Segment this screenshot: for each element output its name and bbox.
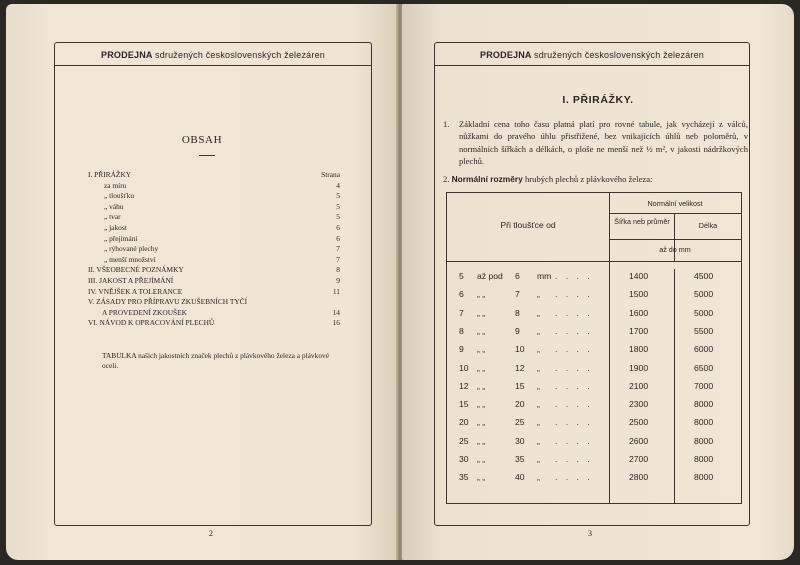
max-length-value: 8000 bbox=[694, 472, 714, 483]
page-number: 3 bbox=[588, 529, 592, 538]
toc-entry-text: V. ZÁSADY PRO PŘÍPRAVU ZKUŠEBNÍCH TYČÍ bbox=[88, 297, 248, 307]
toc-entry-text: VI. NÁVOD K OPRACOVÁNÍ PLECHŮ bbox=[88, 318, 215, 328]
thickness-from: 15 bbox=[459, 399, 469, 410]
toc-entry-page: 9 bbox=[336, 275, 340, 285]
right-page-header bbox=[435, 50, 749, 60]
dot-leader: . . . . bbox=[555, 307, 593, 318]
toc-entry-page: 11 bbox=[332, 286, 340, 296]
max-length-value: 5000 bbox=[694, 289, 714, 300]
thickness-separator: „ „ bbox=[477, 325, 486, 336]
toc-entry-page: 14 bbox=[332, 307, 340, 317]
dot-leader: . . . . bbox=[555, 325, 593, 336]
toc-entry-text: II. VŠEOBECNÉ POZNÁMKY bbox=[88, 265, 184, 275]
dot-leader: . . . . bbox=[555, 344, 593, 355]
max-width-value: 1800 bbox=[629, 344, 649, 355]
thickness-from: 7 bbox=[459, 307, 464, 318]
length-header: Délka bbox=[698, 221, 718, 230]
left-page bbox=[6, 4, 398, 560]
thickness-unit: „ bbox=[537, 472, 540, 483]
thickness-from: 35 bbox=[459, 472, 469, 483]
toc-entry-page: 6 bbox=[336, 233, 340, 243]
dot-leader: . . . . bbox=[555, 380, 593, 391]
thickness-to: 15 bbox=[515, 380, 525, 391]
thickness-to: 25 bbox=[515, 417, 525, 428]
thickness-to: 35 bbox=[515, 454, 525, 464]
max-length-value: 8000 bbox=[694, 417, 714, 428]
thickness-to: 20 bbox=[515, 399, 525, 410]
toc-entry-text: „ tloušťku bbox=[104, 191, 135, 201]
toc-entry-text: I. PŘIRÁŽKY bbox=[88, 170, 132, 179]
max-width-value: 1500 bbox=[629, 289, 649, 300]
table-rule bbox=[609, 213, 741, 214]
thickness-from: 8 bbox=[459, 325, 464, 336]
toc-entry bbox=[88, 202, 340, 213]
thickness-to: 40 bbox=[515, 472, 525, 483]
header-rest: sdružených československých železáren bbox=[155, 50, 325, 60]
toc-entry-page: 16 bbox=[332, 318, 340, 328]
toc-entry-text: III. JAKOST A PŘEJÍMÁNÍ bbox=[88, 275, 174, 285]
paragraph-bold-phrase: Normální rozměry bbox=[451, 174, 523, 184]
left-page-header bbox=[55, 50, 371, 60]
thickness-unit: „ bbox=[537, 344, 540, 355]
toc-entry bbox=[88, 265, 340, 276]
thickness-separator: „ „ bbox=[477, 472, 486, 483]
toc-entry bbox=[88, 297, 340, 308]
header-rest: sdružených československých železáren bbox=[534, 50, 704, 60]
thickness-to: 7 bbox=[515, 289, 520, 300]
paragraph-text: hrubých plechů z plávkového železa: bbox=[524, 174, 653, 184]
thickness-unit: „ bbox=[537, 380, 540, 391]
toc-title-dash bbox=[199, 155, 215, 156]
toc-entry bbox=[88, 318, 340, 329]
max-width-value: 2700 bbox=[629, 454, 649, 464]
unit-header: až do mm bbox=[659, 245, 691, 254]
max-length-value: 8000 bbox=[694, 399, 714, 410]
toc-entry bbox=[88, 244, 340, 255]
max-width-value: 2600 bbox=[629, 435, 649, 446]
max-width-value: 2100 bbox=[629, 380, 649, 391]
toc-entry-text: „ rýhované plechy bbox=[104, 244, 159, 254]
max-length-value: 8000 bbox=[694, 454, 714, 464]
toc-column-label: Strana bbox=[321, 170, 340, 179]
table-rule bbox=[447, 261, 741, 262]
thickness-from: 25 bbox=[459, 435, 469, 446]
max-width-value: 1400 bbox=[629, 271, 649, 281]
max-length-value: 8000 bbox=[694, 435, 714, 446]
max-width-value: 2800 bbox=[629, 472, 649, 483]
toc-entry bbox=[88, 287, 340, 298]
max-length-value: 5500 bbox=[694, 325, 714, 336]
toc-entry-page: 8 bbox=[336, 265, 340, 275]
thickness-unit: „ bbox=[537, 325, 540, 336]
max-width-value: 1600 bbox=[629, 307, 649, 318]
toc-entry-page: 5 bbox=[336, 191, 340, 201]
header-bold: PRODEJNA bbox=[480, 50, 532, 60]
thickness-unit: „ bbox=[537, 454, 540, 464]
thickness-to: 8 bbox=[515, 307, 520, 318]
toc-entry bbox=[88, 308, 340, 319]
toc-entry-page: 7 bbox=[336, 254, 340, 264]
dimensions-table bbox=[446, 192, 742, 504]
right-page bbox=[402, 4, 794, 560]
toc-entry bbox=[88, 276, 340, 287]
thickness-separator: „ „ bbox=[477, 362, 486, 373]
toc-entry bbox=[88, 191, 340, 202]
toc-entry-text: „ menší množství bbox=[104, 254, 156, 264]
paragraph-number: 1. bbox=[443, 119, 450, 129]
toc-entry bbox=[88, 212, 340, 223]
max-length-value: 5000 bbox=[694, 307, 714, 318]
thickness-to: 10 bbox=[515, 344, 525, 355]
thickness-separator: „ „ bbox=[477, 307, 486, 318]
toc-entry bbox=[88, 223, 340, 234]
thickness-from: 6 bbox=[459, 289, 464, 300]
table-divider bbox=[674, 269, 675, 503]
paragraph-2 bbox=[443, 174, 748, 184]
toc-entry bbox=[88, 255, 340, 266]
thickness-to: 9 bbox=[515, 325, 520, 336]
toc-entry-text: „ jakost bbox=[104, 222, 127, 232]
toc-entry-text: „ přejímání bbox=[104, 233, 138, 243]
header-rule bbox=[55, 65, 371, 66]
booklet-spread bbox=[4, 4, 796, 560]
paragraph-1 bbox=[445, 118, 748, 168]
paragraph-number: 2. bbox=[443, 174, 450, 184]
toc-title: OBSAH bbox=[181, 134, 223, 146]
thickness-unit: „ bbox=[537, 399, 540, 410]
thickness-separator: „ „ bbox=[477, 454, 486, 464]
toc-entry-page: 4 bbox=[336, 180, 340, 190]
max-width-value: 2500 bbox=[629, 417, 649, 428]
paragraph-text: Základní cena toho času platná platí pro rovné tabule, jak vycházejí z válců, nůžkami do pravého úhlu přistřižené, bez vnikajících úhlů neb poloměrů, v normálních šířkách a délkách, o ploše ne menší než ½ m², v jakosti nádržkových plechů. bbox=[459, 119, 748, 167]
thickness-to: 12 bbox=[515, 362, 525, 373]
header-bold: PRODEJNA bbox=[101, 50, 153, 60]
thickness-from: 5 bbox=[459, 271, 464, 281]
max-width-value: 1700 bbox=[629, 325, 649, 336]
toc-entry-page: 5 bbox=[336, 201, 340, 211]
thickness-unit: „ bbox=[537, 289, 540, 300]
thickness-from: 9 bbox=[459, 344, 464, 355]
max-width-value: 1900 bbox=[629, 362, 649, 373]
dot-leader: . . . . bbox=[555, 454, 593, 464]
header-rule bbox=[435, 65, 749, 66]
max-length-value: 4500 bbox=[694, 271, 714, 281]
thickness-to: 6 bbox=[515, 271, 520, 281]
toc-entry bbox=[88, 181, 340, 192]
normal-size-header: Normální velikost bbox=[647, 199, 703, 208]
thickness-unit: „ bbox=[537, 307, 540, 318]
table-note: TABULKA našich jakostních značek plechů z plávkového železa a plávkové oceli. bbox=[102, 351, 329, 370]
toc-entry-page: 7 bbox=[336, 244, 340, 254]
section-title: I. PŘIRÁŽKY. bbox=[562, 94, 634, 106]
thickness-separator: „ „ bbox=[477, 399, 486, 410]
thickness-separator: „ „ bbox=[477, 380, 486, 391]
thickness-from: 30 bbox=[459, 454, 469, 464]
max-length-value: 6000 bbox=[694, 344, 714, 355]
dot-leader: . . . . bbox=[555, 399, 593, 410]
thickness-separator: „ „ bbox=[477, 417, 486, 428]
table-of-contents bbox=[88, 170, 340, 329]
thickness-unit: mm bbox=[537, 271, 552, 281]
dot-leader: . . . . bbox=[555, 271, 593, 281]
thickness-separator: až pod bbox=[477, 271, 503, 281]
dot-leader: . . . . bbox=[555, 289, 593, 300]
thickness-from: 20 bbox=[459, 417, 469, 428]
page-number: 2 bbox=[209, 529, 213, 538]
thickness-unit: „ bbox=[537, 435, 540, 446]
toc-entry-text: „ tvar bbox=[104, 212, 121, 222]
max-length-value: 6500 bbox=[694, 362, 714, 373]
thickness-to: 30 bbox=[515, 435, 525, 446]
toc-entry-text: za míru bbox=[104, 180, 127, 190]
toc-entry-page: 5 bbox=[336, 212, 340, 222]
max-width-value: 2300 bbox=[629, 399, 649, 410]
dot-leader: . . . . bbox=[555, 362, 593, 373]
toc-first-row bbox=[88, 170, 340, 181]
dot-leader: . . . . bbox=[555, 472, 593, 483]
table-rule bbox=[609, 239, 741, 240]
toc-entry-page: 6 bbox=[336, 222, 340, 232]
thickness-from: 12 bbox=[459, 380, 469, 391]
thickness-header: Při tloušťce od bbox=[500, 220, 556, 230]
thickness-separator: „ „ bbox=[477, 344, 486, 355]
thickness-separator: „ „ bbox=[477, 289, 486, 300]
thickness-separator: „ „ bbox=[477, 435, 486, 446]
max-length-value: 7000 bbox=[694, 380, 714, 391]
dot-leader: . . . . bbox=[555, 417, 593, 428]
toc-entry-text: IV. VNĚJŠEK A TOLERANCE bbox=[88, 286, 183, 296]
dot-leader: . . . . bbox=[555, 435, 593, 446]
width-header: Šířka neb průměr bbox=[614, 217, 670, 226]
toc-entry bbox=[88, 234, 340, 245]
toc-entry-text: „ váhu bbox=[104, 201, 124, 211]
toc-entry-text: A PROVEDENÍ ZKOUŠEK bbox=[102, 307, 187, 317]
thickness-unit: „ bbox=[537, 417, 540, 428]
thickness-unit: „ bbox=[537, 362, 540, 373]
thickness-from: 10 bbox=[459, 362, 469, 373]
